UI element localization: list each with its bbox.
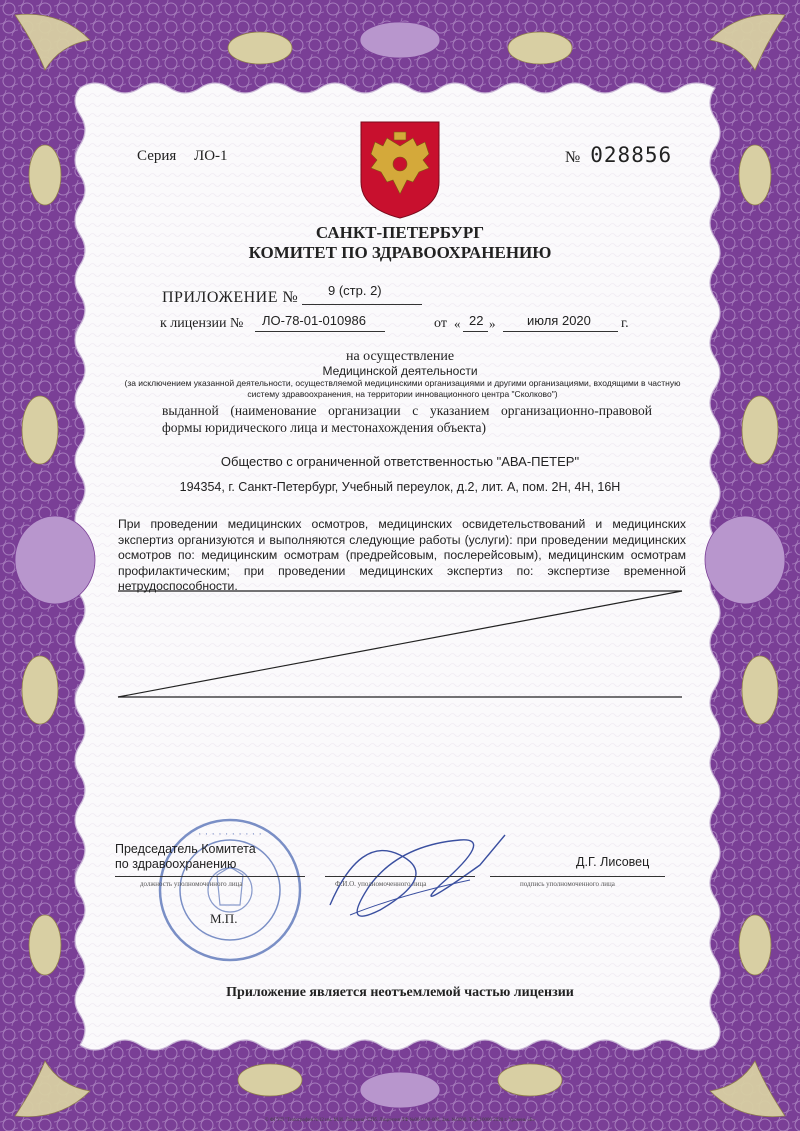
quote-open: «: [454, 316, 461, 331]
issued-to-caption: выданной (наименование организации с указанием организационно-правовой формы юридического лица и местонахождения объекта): [162, 403, 652, 435]
caption-name: Ф.И.О. уполномоченного лица: [335, 880, 427, 888]
activity-intro: на осуществление: [345, 349, 455, 364]
appendix-value: 9 (стр. 2): [328, 283, 382, 298]
mp-label: М.П.: [210, 911, 238, 926]
appendix-label: ПРИЛОЖЕНИЕ №: [162, 289, 299, 306]
activity-note: (за исключением указанной деятельности, осуществляемой медицинскими организациями и другими организациями, входящими в частную систему здравоохранения, на территории инновационного центра "Сколково"): [124, 378, 681, 399]
round-seal-stamp: [155, 815, 305, 965]
committee-title: КОМИТЕТ ПО ЗДРАВООХРАНЕНИЮ: [248, 243, 552, 262]
number-value: 028856: [590, 143, 673, 167]
year-suffix: г.: [621, 316, 629, 331]
from-label: от: [434, 316, 447, 331]
position-line-1: Председатель Комитета: [115, 842, 256, 856]
services-text: При проведении медицинских осмотров, медицинских освидетельствований и медицинских экспертиз организуются и выполняются следующие работы (услуги): при проведении медицинских осмотров по: медицинским осмотрам (предрейсовым, послерейсовым), медицинским осмотрам профилактическим; при проведении медицинских экспертиз по: экспертизе временной нетрудоспособности.: [118, 517, 686, 593]
coat-of-arms-icon: [357, 120, 443, 220]
number-block: [565, 143, 672, 167]
blank-space-z-line: [110, 585, 695, 710]
license-value: ЛО-78-01-010986: [262, 313, 366, 328]
series-block: [137, 148, 228, 165]
date-month-year: июля 2020: [527, 313, 591, 328]
signer-name: Д.Г. Лисовец: [576, 855, 650, 869]
license-label: к лицензии №: [160, 316, 244, 331]
series-value: ЛО-1: [194, 148, 228, 164]
number-sign: №: [565, 149, 581, 166]
svg-text:· · · · · · · · · ·: · · · · · · · · · ·: [197, 828, 263, 840]
city-title: САНКТ-ПЕТЕРБУРГ: [315, 223, 485, 242]
signer-position: [115, 842, 256, 872]
position-line-2: по здравоохранению: [115, 857, 237, 871]
activity-name: Медицинской деятельности: [322, 364, 478, 378]
date-day: 22: [469, 313, 484, 328]
caption-position: должность уполномоченного лица: [140, 880, 243, 888]
printer-imprint: © ФГУП "Типография №12 им. М.И. Лоцмана" СПб. Лицензия ЛФ №00-0-00-000, Зак. №0000, Тир. 10000 2020 г. Уровень «Б»: [264, 1118, 536, 1123]
series-label: Серия: [137, 148, 177, 164]
caption-signature: подпись уполномоченного лица: [520, 880, 615, 888]
footer-statement: Приложение является неотъемлемой частью лицензии: [226, 985, 574, 1000]
page-title: [0, 223, 800, 263]
quote-close: »: [489, 316, 496, 331]
organization-name: Общество с ограниченной ответственностью "АВА-ПЕТЕР": [220, 454, 580, 469]
organization-address: 194354, г. Санкт-Петербург, Учебный переулок, д.2, лит. А, пом. 2Н, 4Н, 16Н: [179, 480, 621, 494]
